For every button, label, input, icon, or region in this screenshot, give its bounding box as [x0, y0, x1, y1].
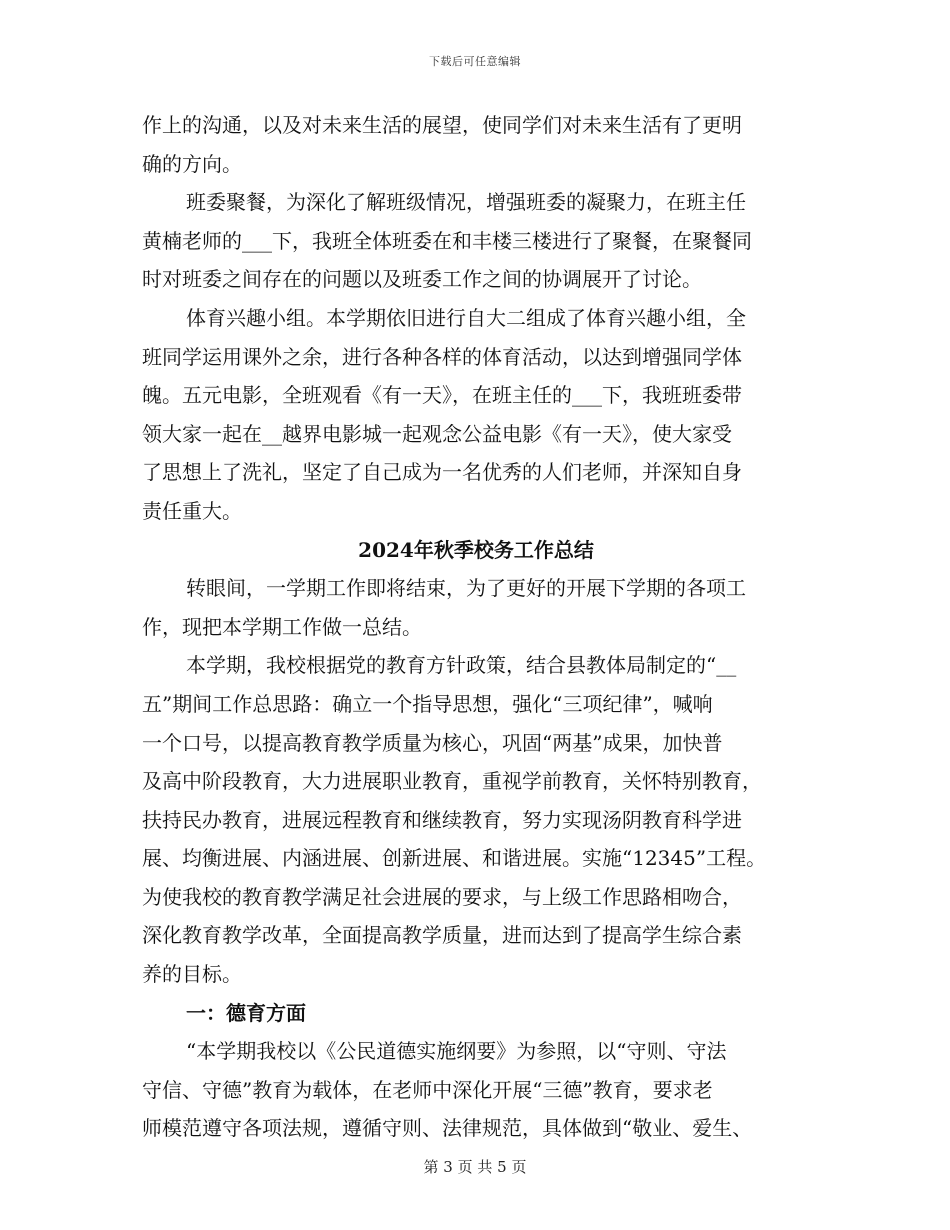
section-title: 2024年秋季校务工作总结 — [358, 537, 594, 562]
text-line: 领大家一起在__越界电影城一起观念公益电影《有一天》，使大家受 — [142, 421, 732, 446]
text-line: 作上的沟通，以及对未来生活的展望，使同学们对未来生活有了更明 — [142, 113, 742, 137]
page-header: 下载后可任意编辑 — [429, 55, 521, 68]
text-line: 及高中阶段教育，大力进展职业教育，重视学前教育，关怀特别教育， — [142, 769, 762, 794]
text-line: 黄楠老师的___下，我班全体班委在和丰楼三楼进行了聚餐，在聚餐同 — [142, 228, 752, 253]
text-line: 扶持民办教育，进展远程教育和继续教育，努力实现汤阴教育科学进 — [142, 807, 742, 832]
text-line: 本学期，我校根据党的教育方针政策，结合县教体局制定的“__ — [186, 653, 737, 678]
page-footer: 第 3 页 共 5 页 — [423, 1158, 527, 1176]
text-line: 体育兴趣小组。本学期依旧进行自大二组成了体育兴趣小组，全 — [186, 305, 746, 330]
text-line: 班委聚餐，为深化了解班级情况，增强班委的凝聚力，在班主任 — [186, 190, 746, 215]
text-line: 五”期间工作总思路：确立一个指导思想，强化“三项纪律”，喊响 — [142, 691, 713, 716]
text-line: 展、均衡进展、内涵进展、创新进展、和谐进展。实施“12345”工程。 — [142, 846, 767, 871]
text-line: “本学期我校以《公民道德实施纲要》为参照，以“守则、守法 — [186, 1039, 727, 1064]
text-line: 转眼间，一学期工作即将结束，为了更好的开展下学期的各项工 — [186, 576, 746, 601]
text-line: 了思想上了洗礼，坚定了自己成为一名优秀的人们老师，并深知自身 — [142, 460, 742, 485]
text-line: 师模范遵守各项法规，遵循守则、法律规范，具体做到“敬业、爱生、 — [142, 1116, 753, 1141]
text-line: 作，现把本学期工作做一总结。 — [142, 614, 422, 639]
text-line: 确的方向。 — [142, 151, 242, 176]
section-heading: 一：德育方面 — [186, 1000, 306, 1025]
text-line: 班同学运用课外之余，进行各种各样的体育活动，以达到增强同学体 — [142, 344, 742, 369]
text-line: 为使我校的教育教学满足社会进展的要求，与上级工作思路相吻合， — [142, 884, 742, 909]
text-line: 魄。五元电影，全班观看《有一天》，在班主任的___下，我班班委带 — [142, 383, 742, 408]
text-line: 养的目标。 — [142, 962, 242, 987]
document-body — [142, 106, 810, 1148]
text-line: 守信、守德”教育为载体，在老师中深化开展“三德”教育，要求老 — [142, 1077, 713, 1102]
text-line: 一个口号，以提高教育教学质量为核心，巩固“两基”成果，加快普 — [142, 730, 723, 755]
text-line: 深化教育教学改革，全面提高教学质量，进而达到了提高学生综合素 — [142, 923, 742, 948]
text-line: 责任重大。 — [142, 498, 242, 523]
text-line: 时对班委之间存在的问题以及班委工作之间的协调展开了讨论。 — [142, 267, 702, 292]
